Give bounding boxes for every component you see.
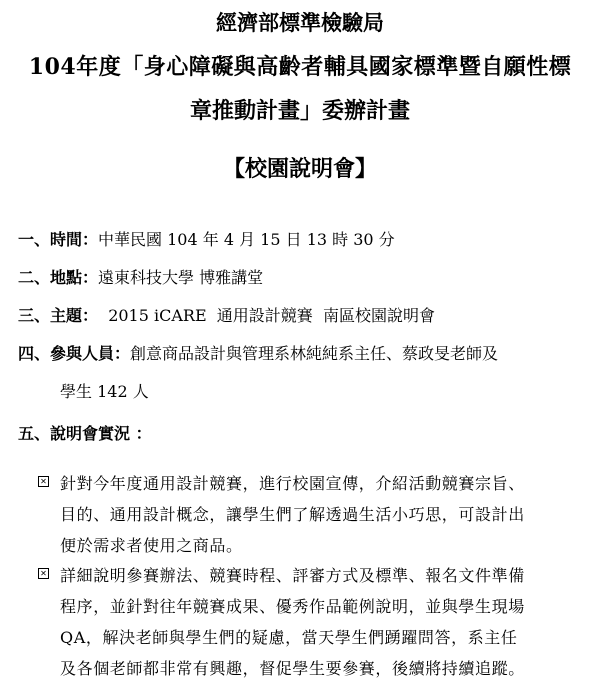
detail-topic [18, 304, 435, 328]
detail-topic-value: 2015 iCARE 通用設計競賽 南區校園說明會 [98, 306, 435, 325]
detail-participants-value: 創意商品設計與管理系林純純系主任、蔡政旻老師及 [130, 344, 499, 363]
checkbox-icon: ✕ [38, 476, 49, 487]
agency-title: 經濟部標準檢驗局 [216, 10, 384, 35]
event-subtitle: 【校園說明會】 [222, 156, 377, 182]
detail-location-value: 遠東科技大學 博雅講堂 [98, 268, 264, 287]
bullet-text: 針對今年度通用設計競賽，進行校園宣傳，介紹活動競賽宗旨、 目的、通用設計概念，讓學生們了解透過生活小巧思，可設計出 便於需求者使用之商品。 [60, 474, 525, 555]
detail-session [18, 422, 152, 446]
detail-time-value: 中華民國 104 年 4 月 15 日 13 時 30 分 [98, 230, 395, 249]
detail-time [18, 228, 395, 252]
detail-participants-label: 四、參與人員： [18, 344, 131, 363]
detail-location [18, 266, 263, 290]
detail-topic-label: 三、主題： [18, 306, 99, 325]
plan-title-line-1: 104年度「身心障礙與高齡者輔具國家標準暨自願性標 [28, 54, 572, 80]
bullet-text: 詳細說明參賽辦法、競賽時程、評審方式及標準、報名文件準備 程序，並針對往年競賽成果、優秀作品範例說明，並與學生現場 QA，解決老師與學生們的疑慮，當天學生們踴躍問答，系主任 及各個老師都非常有興趣，督促學生要參賽，後續將持續追蹤。 [60, 566, 525, 678]
checkbox-icon: ✕ [38, 568, 49, 579]
plan-title-line-2: 章推動計畫」委辦計畫 [189, 98, 410, 124]
detail-participants-continuation: 學生 142 人 [60, 382, 149, 401]
detail-location-label: 二、地點： [18, 268, 99, 287]
detail-time-label: 一、時間： [18, 230, 99, 249]
detail-participants [18, 342, 498, 366]
detail-session-label: 五、說明會實況 ： [18, 424, 152, 443]
